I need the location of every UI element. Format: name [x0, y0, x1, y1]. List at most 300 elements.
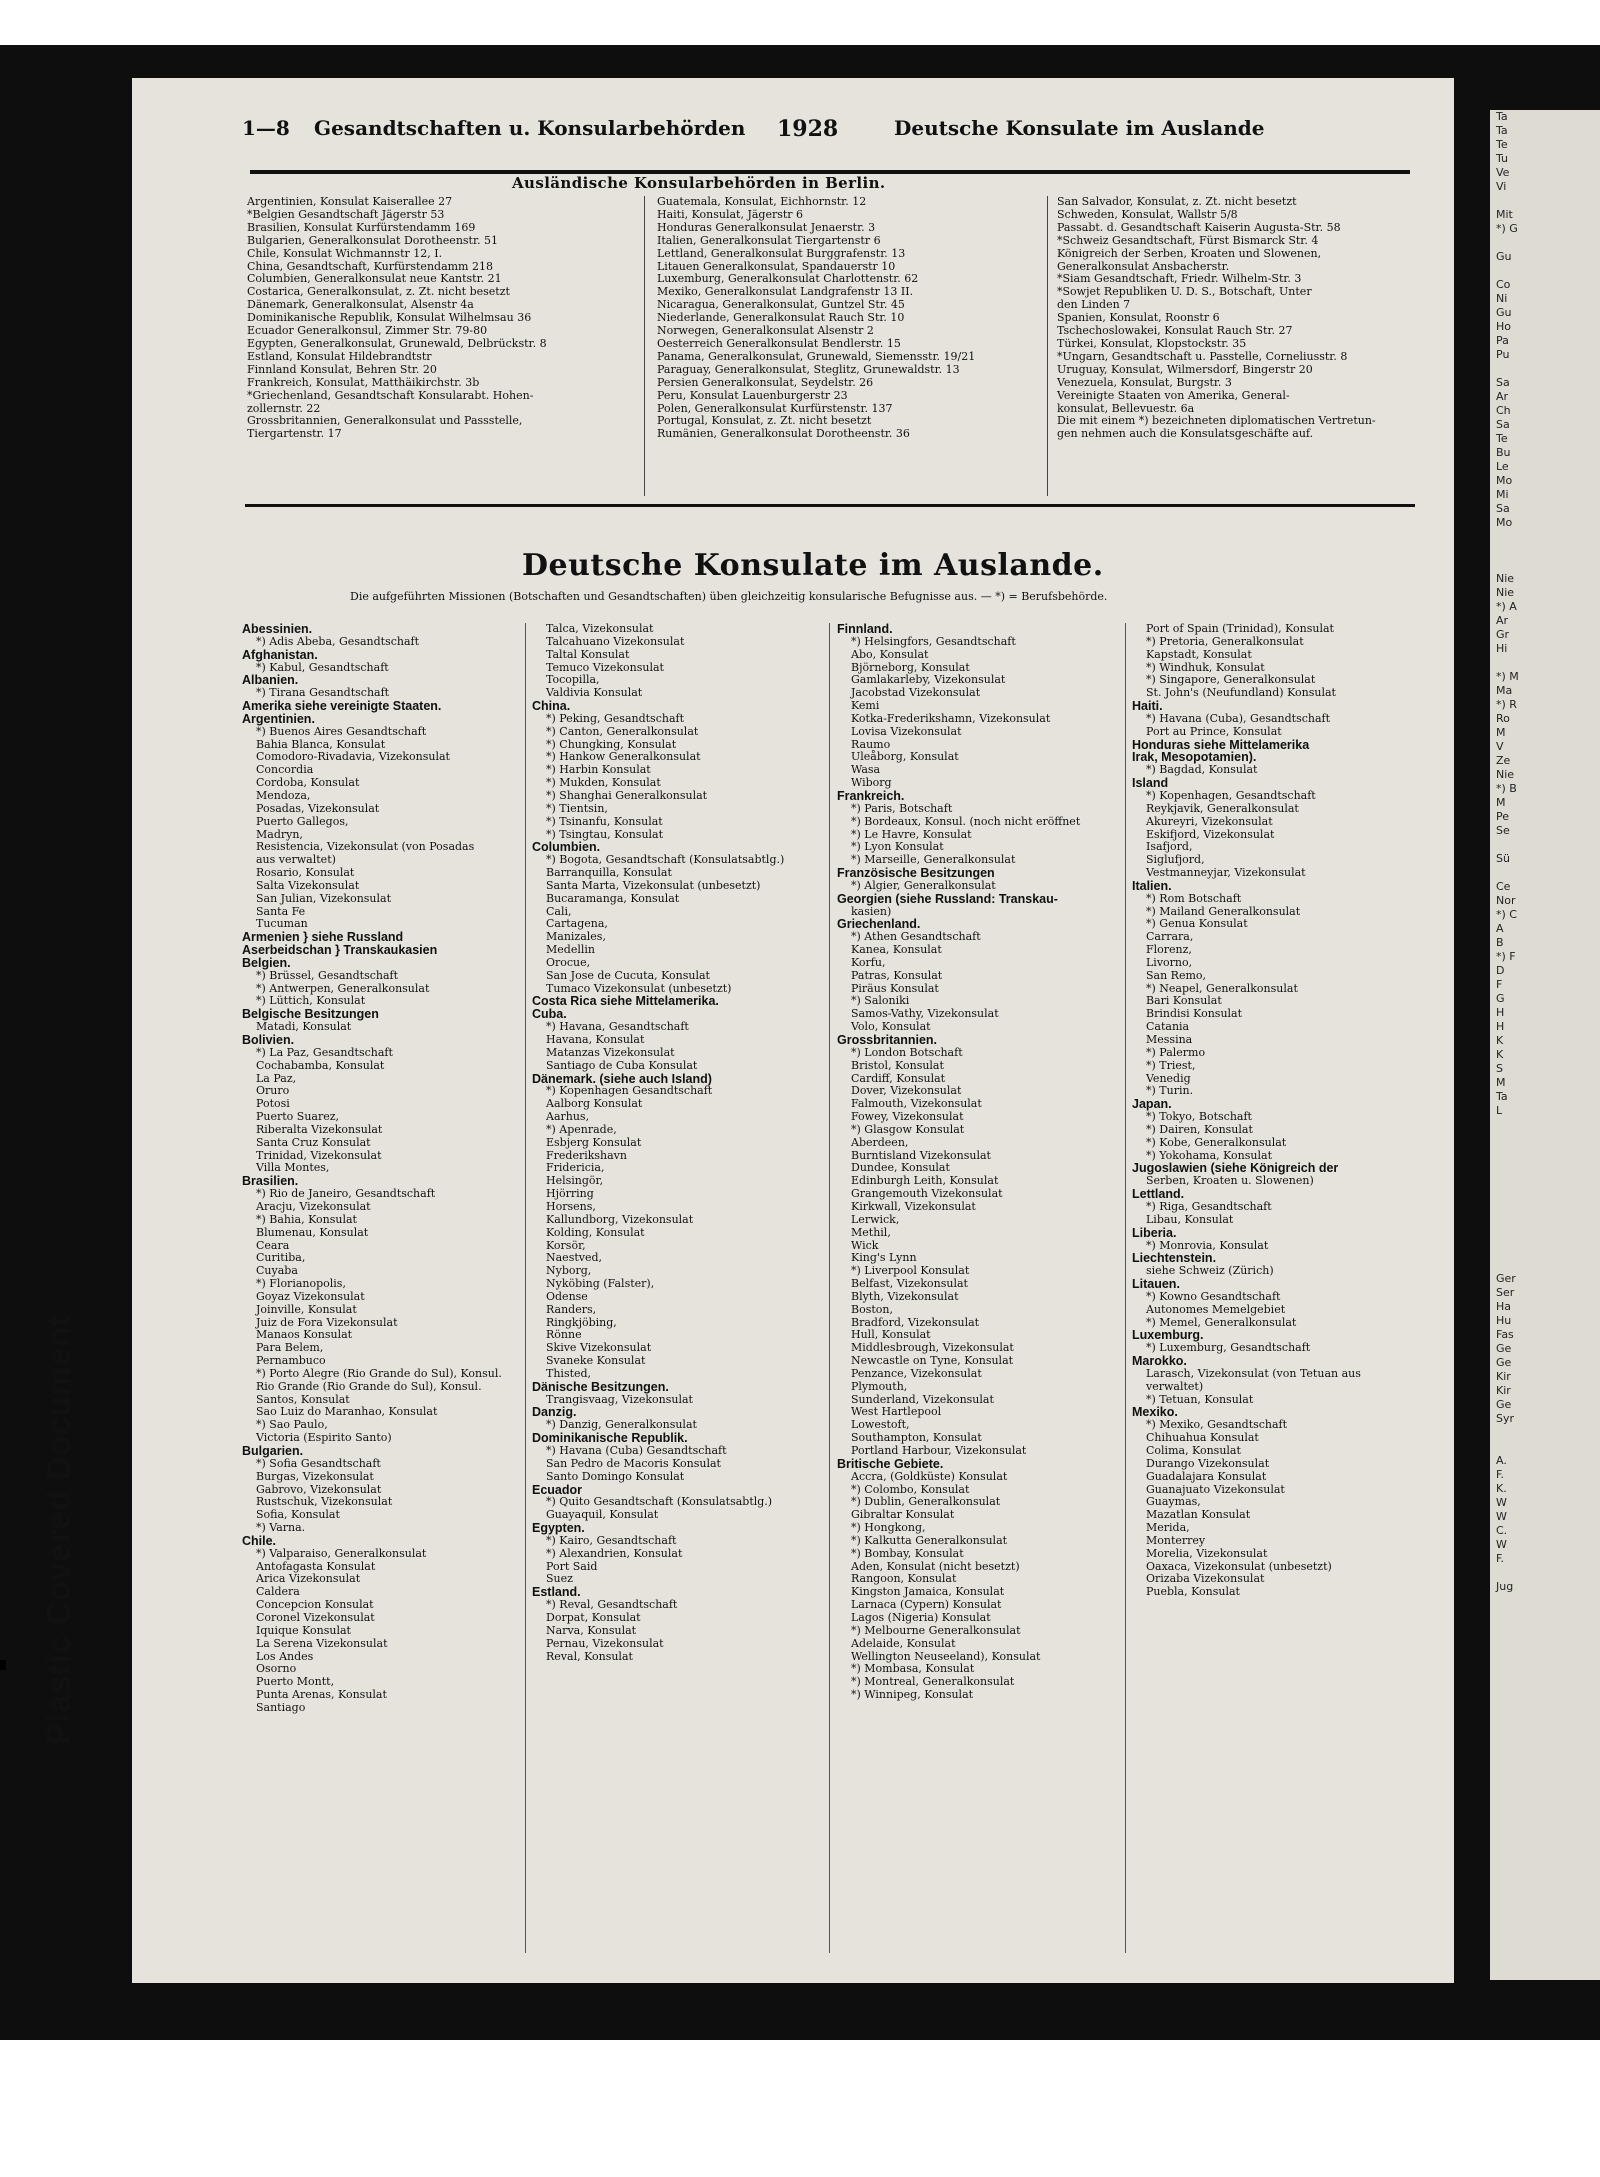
adjacent-page-line: Hu [1496, 1314, 1512, 1327]
consulate-entry: Osorno [256, 1662, 297, 1676]
adjacent-page-line: Ze [1496, 754, 1511, 767]
consulate-entry: Puerto Montt, [256, 1675, 335, 1689]
consulate-entry: Hjörring [546, 1187, 594, 1201]
consulate-entry: *) Sofia Gesandtschaft [256, 1456, 381, 1470]
adjacent-page-line: Ha [1496, 1300, 1512, 1313]
consulate-entry: Punta Arenas, Konsulat [256, 1688, 387, 1702]
consulate-entry: Korfu, [851, 955, 886, 969]
consulate-entry: *) Hankow Generalkonsulat [546, 750, 701, 764]
consulate-entry: *) Neapel, Generalkonsulat [1146, 981, 1298, 995]
consulate-entry: Kotka-Frederikshamn, Vizekonsulat [851, 711, 1051, 725]
berlin-entry: konsulat, Bellevuestr. 6a [1057, 401, 1195, 415]
consulate-entry: Burgas, Vizekonsulat [256, 1469, 374, 1483]
consulate-entry: Reval, Konsulat [546, 1649, 633, 1663]
adjacent-page-line: H [1496, 1020, 1505, 1033]
adjacent-page-line: L [1496, 1104, 1503, 1117]
consulate-entry: Bucaramanga, Konsulat [546, 891, 680, 905]
consulate-entry: *) Le Havre, Konsulat [851, 827, 972, 841]
consulate-entry: Svaneke Konsulat [546, 1354, 646, 1368]
consulate-entry: Posadas, Vizekonsulat [256, 801, 380, 815]
consulate-entry: Samos-Vathy, Vizekonsulat [851, 1007, 999, 1021]
country-heading: Irak, Mesopotamien). [1132, 750, 1257, 765]
consulate-entry: Sunderland, Vizekonsulat [851, 1392, 994, 1406]
consulate-entry: Kolding, Konsulat [546, 1225, 645, 1239]
consulate-entry: Serben, Kroaten u. Slowenen) [1146, 1174, 1314, 1188]
berlin-entry: Tschechoslowakei, Konsulat Rauch Str. 27 [1057, 324, 1293, 338]
column-divider [1125, 623, 1126, 1953]
consulate-entry: Abo, Konsulat [851, 647, 929, 661]
adjacent-page-line: W [1496, 1496, 1507, 1509]
adjacent-page-line: *) G [1496, 222, 1518, 235]
consulate-entry: Port au Prince, Konsulat [1146, 724, 1282, 738]
consulate-entry: *) Tetuan, Konsulat [1146, 1392, 1254, 1406]
consulate-entry: Suez [546, 1572, 573, 1586]
country-heading: Belgien. [242, 955, 291, 970]
country-heading: Dominikanische Republik. [532, 1431, 688, 1446]
consulate-entry: Mendoza, [256, 788, 311, 802]
adjacent-page-line: Mit [1496, 208, 1513, 221]
consulate-entry: Blumenau, Konsulat [256, 1225, 369, 1239]
consulate-entry: Santa Fe [256, 904, 306, 918]
berlin-entry: Tiergartenstr. 17 [247, 427, 342, 441]
consulate-entry: Orocue, [546, 955, 591, 969]
country-heading: Armenien } siehe Russland [242, 930, 404, 945]
consulate-entry: Methil, [851, 1225, 891, 1239]
adjacent-page-line: *) R [1496, 698, 1517, 711]
berlin-entry: Italien, Generalkonsulat Tiergartenstr 6 [657, 233, 881, 247]
berlin-entry: Egypten, Generalkonsulat, Grunewald, Delbrückstr. 8 [247, 336, 547, 350]
adjacent-page-line: Ta [1496, 1090, 1508, 1103]
country-heading: Britische Gebiete. [837, 1456, 944, 1471]
adjacent-page-line: Ge [1496, 1398, 1512, 1411]
berlin-entry: Nicaragua, Generalkonsulat, Guntzel Str. 45 [657, 298, 905, 312]
country-heading: Ecuador [532, 1482, 583, 1497]
consulate-entry: *) Danzig, Generalkonsulat [546, 1418, 697, 1432]
adjacent-page-line: Ch [1496, 404, 1511, 417]
country-heading: Luxemburg. [1132, 1328, 1204, 1343]
consulate-entry: Wiborg [851, 776, 892, 790]
consulate-entry: Orizaba Vizekonsulat [1146, 1572, 1265, 1586]
consulate-entry: *) Sao Paulo, [256, 1418, 328, 1432]
berlin-entry: Argentinien, Konsulat Kaiserallee 27 [247, 195, 453, 208]
consulate-entry: Randers, [546, 1302, 597, 1316]
consulate-entry: Rio Grande (Rio Grande do Sul), Konsul. [256, 1379, 482, 1393]
consulate-entry: Concepcion Konsulat [256, 1598, 374, 1612]
country-heading: Aserbeidschan } Transkaukasien [242, 943, 438, 958]
consulate-entry: Matanzas Vizekonsulat [546, 1045, 675, 1059]
berlin-entry: Ecuador Generalkonsul, Zimmer Str. 79-80 [247, 324, 488, 338]
consulate-entry: Naestved, [546, 1251, 603, 1265]
adjacent-page-line: W [1496, 1538, 1507, 1551]
consulate-entry: *) Brüssel, Gesandtschaft [256, 968, 399, 982]
consulate-entry: *) Havana (Cuba) Gesandtschaft [546, 1444, 727, 1457]
consulate-entry: Manaos Konsulat [256, 1328, 353, 1342]
country-heading: Honduras siehe Mittelamerika [1132, 737, 1310, 752]
consulate-entry: *) Liverpool Konsulat [851, 1264, 970, 1278]
consulate-entry: *) Kowno Gesandtschaft [1146, 1289, 1281, 1303]
consulate-entry: Wellington Neuseeland), Konsulat [851, 1649, 1041, 1663]
consulate-entry: *) Kairo, Gesandtschaft [546, 1533, 677, 1547]
berlin-column-1 [247, 196, 642, 441]
adjacent-page-line: Kir [1496, 1384, 1511, 1397]
country-heading: Danzig. [532, 1405, 577, 1420]
berlin-entry: Lettland, Generalkonsulat Burggrafenstr. 13 [657, 246, 906, 260]
consulate-entry: Puebla, Konsulat [1146, 1585, 1240, 1599]
consulate-entry: *) Rio de Janeiro, Gesandtschaft [256, 1187, 436, 1201]
consulate-entry: Accra, (Goldküste) Konsulat [851, 1469, 1008, 1483]
country-heading: Egypten. [532, 1521, 585, 1536]
adjacent-page-line: G [1496, 992, 1505, 1005]
berlin-entry: Passabt. d. Gesandtschaft Kaiserin Augusta-Str. 58 [1057, 220, 1341, 234]
adjacent-page-line: Sa [1496, 502, 1510, 515]
consulate-entry: *) Singapore, Generalkonsulat [1146, 673, 1316, 687]
berlin-entry: Venezuela, Konsulat, Burgstr. 3 [1057, 375, 1232, 389]
adjacent-page-line: Ar [1496, 614, 1509, 627]
country-heading: Liechtenstein. [1132, 1251, 1217, 1266]
adjacent-page-line: Ge [1496, 1342, 1512, 1355]
consulate-entry: Trinidad, Vizekonsulat [256, 1148, 382, 1162]
adjacent-page-line: Nie [1496, 572, 1515, 585]
adjacent-page-line: Ge [1496, 1356, 1512, 1369]
consulate-entry: *) Windhuk, Konsulat [1146, 660, 1265, 674]
consulate-entry: Barranquilla, Konsulat [546, 866, 672, 880]
consulate-entry: Rosario, Konsulat [256, 866, 355, 880]
adjacent-page-line: K [1496, 1034, 1504, 1047]
adjacent-page-line: Syr [1496, 1412, 1515, 1425]
abroad-column-2 [532, 623, 812, 1663]
side-label: Plastic Covered Document [40, 1314, 77, 1745]
consulate-entry: La Paz, [256, 1071, 297, 1085]
consulate-entry: *) Lüttich, Konsulat [256, 994, 366, 1008]
consulate-entry: *) Helsingfors, Gesandtschaft [851, 634, 1016, 648]
consulate-entry: Vestmanneyjar, Vizekonsulat [1146, 866, 1306, 880]
berlin-entry: Columbien, Generalkonsulat neue Kantstr. 21 [247, 272, 502, 286]
consulate-entry: Fowey, Vizekonsulat [851, 1110, 964, 1124]
consulate-entry: Iquique Konsulat [256, 1623, 351, 1637]
country-heading: Chile. [242, 1533, 277, 1548]
consulate-entry: Larasch, Vizekonsulat (von Tetuan aus [1146, 1366, 1361, 1380]
berlin-entry: Peru, Konsulat Lauenburgerstr 23 [657, 388, 848, 402]
consulate-entry: *) Dublin, Generalkonsulat [851, 1495, 1001, 1509]
consulate-entry: *) Buenos Aires Gesandtschaft [256, 724, 427, 738]
consulate-entry: *) London Botschaft [851, 1045, 963, 1059]
consulate-entry: Rustschuk, Vizekonsulat [256, 1495, 393, 1509]
consulate-entry: Concordia [256, 763, 314, 777]
consulate-entry: *) Turin. [1146, 1084, 1194, 1098]
consulate-entry: *) Rom Botschaft [1146, 891, 1242, 905]
consulate-entry: *) Canton, Generalkonsulat [546, 724, 699, 738]
berlin-entry: Königreich der Serben, Kroaten und Slowenen, [1057, 246, 1322, 260]
adjacent-page-line [1490, 1244, 1600, 1258]
berlin-column-3 [1057, 196, 1447, 441]
consulate-entry: *) Montreal, Generalkonsulat [851, 1675, 1015, 1689]
adjacent-page-line: A. [1496, 1454, 1507, 1467]
adjacent-page-line: Sa [1496, 376, 1510, 389]
consulate-entry: Frederikshavn [546, 1148, 627, 1162]
consulate-entry: Raumo [851, 737, 891, 751]
consulate-entry: Livorno, [1146, 955, 1193, 969]
consulate-entry: Santo Domingo Konsulat [546, 1469, 685, 1483]
adjacent-page-line: Tu [1496, 152, 1509, 165]
adjacent-page-line [1490, 558, 1600, 572]
consulate-entry: *) Memel, Generalkonsulat [1146, 1315, 1297, 1329]
page-number: 1—8 [242, 116, 290, 140]
consulate-entry: *) Apenrade, [546, 1122, 617, 1136]
consulate-entry: *) La Paz, Gesandtschaft [256, 1045, 393, 1059]
adjacent-page-line: Ta [1496, 124, 1508, 137]
adjacent-page-line [1490, 1258, 1600, 1272]
consulate-entry: Medellin [546, 943, 595, 957]
consulate-entry: Guayaquil, Konsulat [546, 1508, 659, 1522]
adjacent-page-line: Nie [1496, 768, 1515, 781]
scan-corner-bottom [1375, 1985, 1600, 2040]
consulate-entry: *) Paris, Botschaft [851, 801, 953, 815]
adjacent-page-line: Sa [1496, 418, 1510, 431]
adjacent-page-line: Ma [1496, 684, 1513, 697]
consulate-entry: Santos, Konsulat [256, 1392, 350, 1406]
consulate-entry: Aberdeen, [851, 1135, 909, 1149]
consulate-entry: *) Mombasa, Konsulat [851, 1662, 975, 1676]
consulate-entry: San Jose de Cucuta, Konsulat [546, 968, 710, 982]
consulate-entry: Coronel Vizekonsulat [256, 1610, 375, 1624]
country-heading: Belgische Besitzungen [242, 1007, 379, 1022]
consulate-entry: Manizales, [546, 930, 606, 944]
consulate-entry: *) Algier, Generalkonsulat [851, 878, 996, 892]
adjacent-page-line [1490, 362, 1600, 376]
adjacent-page-line: Jug [1496, 1580, 1514, 1593]
berlin-entry: *Siam Gesandtschaft, Friedr. Wilhelm-Str. 3 [1057, 272, 1302, 286]
consulate-entry: Lowestoft, [851, 1418, 910, 1432]
consulate-entry: Eskifjord, Vizekonsulat [1146, 827, 1275, 841]
consulate-entry: *) Bahia, Konsulat [256, 1212, 357, 1226]
adjacent-page-line: Hi [1496, 642, 1508, 655]
adjacent-page-line: Ho [1496, 320, 1512, 333]
berlin-entry: Polen, Generalkonsulat Kurfürstenstr. 137 [657, 401, 893, 415]
adjacent-page-line: Nie [1496, 586, 1515, 599]
margin-mark [0, 1660, 6, 1670]
section-note: Die aufgeführten Missionen (Botschaften und Gesandtschaften) üben gleichzeitig konsularische Befugnisse aus. — *) = Berufsbehörde. [350, 590, 1108, 603]
consulate-entry: Penzance, Vizekonsulat [851, 1366, 982, 1380]
consulate-entry: *) Mexiko, Gesandtschaft [1146, 1418, 1288, 1432]
consulate-entry: *) Adis Abeba, Gesandtschaft [256, 634, 420, 648]
country-heading: China. [532, 699, 571, 714]
consulate-entry: Newcastle on Tyne, Konsulat [851, 1354, 1014, 1368]
berlin-entry: Persien Generalkonsulat, Seydelstr. 26 [657, 375, 874, 389]
consulate-entry: Belfast, Vizekonsulat [851, 1277, 968, 1291]
consulate-entry: *) Tsingtau, Konsulat [546, 827, 664, 841]
adjacent-page-line: Fas [1496, 1328, 1514, 1341]
berlin-entry: Frankreich, Konsulat, Matthäikirchstr. 3b [247, 375, 480, 389]
berlin-entry: San Salvador, Konsulat, z. Zt. nicht besetzt [1057, 195, 1297, 208]
consulate-entry: *) Bordeaux, Konsul. (noch nicht eröffnet [851, 814, 1081, 828]
header-year: 1928 [777, 116, 839, 142]
consulate-entry: *) Melbourne Generalkonsulat [851, 1623, 1021, 1637]
consulate-entry: Falmouth, Vizekonsulat [851, 1097, 982, 1111]
consulate-entry: Kingston Jamaica, Konsulat [851, 1585, 1005, 1599]
adjacent-page-line: D [1496, 964, 1505, 977]
consulate-entry: St. John's (Neufundland) Konsulat [1146, 686, 1336, 700]
consulate-entry: Oruro [256, 1084, 290, 1098]
consulate-entry: Carrara, [1146, 930, 1194, 944]
consulate-entry: Tumaco Vizekonsulat (unbesetzt) [546, 981, 732, 995]
adjacent-page-edge [1490, 110, 1600, 1980]
adjacent-page-line [1490, 1160, 1600, 1174]
adjacent-page-line [1490, 1146, 1600, 1160]
berlin-entry: Portugal, Konsulat, z. Zt. nicht besetzt [657, 414, 872, 428]
consulate-entry: Esbjerg Konsulat [546, 1135, 642, 1149]
consulate-entry: Port Said [546, 1559, 598, 1573]
adjacent-page-line [1490, 1440, 1600, 1454]
consulate-entry: Horsens, [546, 1199, 596, 1213]
consulate-entry: Talca, Vizekonsulat [546, 622, 654, 635]
consulate-entry: Aden, Konsulat (nicht besetzt) [851, 1559, 1020, 1573]
page-header [242, 116, 1392, 146]
consulate-entry: Resistencia, Vizekonsulat (von Posadas [256, 840, 475, 854]
berlin-entry: Bulgarien, Generalkonsulat Dorotheenstr. 51 [247, 233, 499, 247]
consulate-entry: Matadi, Konsulat [256, 1020, 352, 1034]
consulate-entry: Temuco Vizekonsulat [546, 660, 664, 674]
country-heading: Grossbritannien. [837, 1033, 938, 1047]
consulate-entry: Narva, Konsulat [546, 1623, 637, 1637]
consulate-entry: Kirkwall, Vizekonsulat [851, 1199, 976, 1213]
berlin-entry: Guatemala, Konsulat, Eichhornstr. 12 [657, 195, 867, 208]
consulate-entry: *) Mukden, Konsulat [546, 776, 661, 790]
adjacent-page-line: Gu [1496, 250, 1512, 263]
consulate-entry: *) Athen Gesandtschaft [851, 930, 981, 944]
consulate-entry: *) Lyon Konsulat [851, 840, 944, 854]
country-heading: Griechenland. [837, 917, 921, 932]
consulate-entry: Aarhus, [546, 1110, 590, 1124]
country-heading: Afghanistan. [242, 647, 318, 662]
berlin-entry: Oesterreich Generalkonsulat Bendlerstr. 15 [657, 336, 901, 350]
consulate-entry: Kapstadt, Konsulat [1146, 647, 1252, 661]
consulate-entry: *) Mailand Generalkonsulat [1146, 904, 1301, 918]
country-heading: Japan. [1132, 1097, 1172, 1112]
berlin-entry: Grossbritannien, Generalkonsulat und Passstelle, [247, 414, 523, 428]
consulate-entry: Kemi [851, 699, 880, 713]
adjacent-page-line [1490, 866, 1600, 880]
country-heading: Cuba. [532, 1007, 567, 1022]
section-rule [245, 504, 1415, 507]
consulate-entry: Venedig [1146, 1071, 1191, 1085]
adjacent-page-line [1490, 656, 1600, 670]
country-heading: Finnland. [837, 622, 893, 636]
country-heading: Frankreich. [837, 788, 905, 803]
consulate-entry: Akureyri, Vizekonsulat [1146, 814, 1273, 828]
consulate-entry: Korsör, [546, 1238, 586, 1252]
consulate-entry: Burntisland Vizekonsulat [851, 1148, 991, 1162]
berlin-entry: Chile, Konsulat Wichmannstr 12, I. [247, 246, 443, 260]
consulate-entry: Guadalajara Konsulat [1146, 1469, 1267, 1483]
header-left-title: Gesandtschaften u. Konsularbehörden [314, 116, 746, 140]
consulate-entry: Cordoba, Konsulat [256, 776, 360, 790]
adjacent-page-line: W [1496, 1510, 1507, 1523]
consulate-entry: Sao Luiz do Maranhao, Konsulat [256, 1405, 438, 1419]
consulate-entry: *) Havana (Cuba), Gesandtschaft [1146, 711, 1331, 725]
consulate-entry: *) Tirana Gesandtschaft [256, 686, 390, 700]
consulate-entry: Durango Vizekonsulat [1146, 1456, 1270, 1470]
adjacent-page-line: Se [1496, 824, 1510, 837]
column-divider [1047, 196, 1048, 496]
country-heading: Estland. [532, 1585, 581, 1600]
berlin-entry: Norwegen, Generalkonsulat Alsenstr 2 [657, 324, 874, 338]
consulate-entry: *) Colombo, Konsulat [851, 1482, 970, 1496]
consulate-entry: *) Luxemburg, Gesandtschaft [1146, 1341, 1311, 1355]
berlin-entry: Paraguay, Generalkonsulat, Steglitz, Grunewaldstr. 13 [657, 362, 960, 376]
consulate-entry: Fridericia, [546, 1161, 605, 1175]
consulate-entry: Portland Harbour, Vizekonsulat [851, 1444, 1027, 1457]
berlin-entry: *Belgien Gesandtschaft Jägerstr 53 [247, 207, 445, 221]
adjacent-page-line [1490, 194, 1600, 208]
consulate-entry: Gabrovo, Vizekonsulat [256, 1482, 382, 1496]
adjacent-page-line [1490, 1566, 1600, 1580]
consulate-entry: Kanea, Konsulat [851, 943, 942, 957]
adjacent-page-line [1490, 1132, 1600, 1146]
section-title-berlin: Ausländische Konsularbehörden in Berlin. [512, 174, 886, 192]
consulate-entry: West Hartlepool [851, 1405, 942, 1419]
consulate-entry: Florenz, [1146, 943, 1192, 957]
consulate-entry: Southampton, Konsulat [851, 1431, 982, 1445]
consulate-entry: *) Marseille, Generalkonsulat [851, 853, 1016, 867]
consulate-entry: Caldera [256, 1585, 300, 1599]
consulate-entry: Ceara [256, 1238, 290, 1252]
berlin-entry: Uruguay, Konsulat, Wilmersdorf, Bingerstr 20 [1057, 362, 1313, 376]
adjacent-page-line: F [1496, 978, 1503, 991]
consulate-entry: Havana, Konsulat [546, 1033, 645, 1046]
section-title-abroad: Deutsche Konsulate im Auslande. [522, 548, 1104, 583]
berlin-entry: den Linden 7 [1057, 298, 1131, 312]
berlin-entry: *Sowjet Republiken U. D. S., Botschaft, Unter [1057, 285, 1312, 299]
consulate-entry: Bahia Blanca, Konsulat [256, 737, 386, 751]
consulate-entry: Larnaca (Cypern) Konsulat [851, 1598, 1002, 1612]
consulate-entry: King's Lynn [851, 1251, 917, 1265]
adjacent-page-line: S [1496, 1062, 1503, 1075]
berlin-entry: *Griechenland, Gesandtschaft Konsularabt. Hohen- [247, 388, 534, 402]
berlin-entry: Spanien, Konsulat, Roonstr 6 [1057, 311, 1220, 325]
consulate-entry: Victoria (Espirito Santo) [256, 1431, 392, 1445]
consulate-entry: *) Kabul, Gesandtschaft [256, 660, 389, 674]
column-divider [829, 623, 830, 1953]
adjacent-page-line: *) F [1496, 950, 1516, 963]
berlin-entry: Estland, Konsulat Hildebrandtstr [247, 349, 432, 363]
consulate-entry: Rönne [546, 1328, 582, 1342]
consulate-entry: Dundee, Konsulat [851, 1161, 950, 1175]
consulate-entry: Goyaz Vizekonsulat [256, 1289, 365, 1303]
consulate-entry: *) Chungking, Konsulat [546, 737, 677, 751]
consulate-entry: Aalborg Konsulat [546, 1097, 643, 1111]
adjacent-page-line: Sü [1496, 852, 1510, 865]
consulate-entry: Lovisa Vizekonsulat [851, 724, 962, 738]
consulate-entry: *) Shanghai Generalkonsulat [546, 788, 708, 802]
adjacent-page-line: K. [1496, 1482, 1507, 1495]
consulate-entry: San Remo, [1146, 968, 1207, 982]
adjacent-page-line: Te [1496, 138, 1508, 151]
consulate-entry: Lerwick, [851, 1212, 900, 1226]
consulate-entry: Hull, Konsulat [851, 1328, 931, 1342]
consulate-entry: Helsingör, [546, 1174, 604, 1188]
consulate-entry: Libau, Konsulat [1146, 1212, 1234, 1226]
consulate-entry: *) Palermo [1146, 1045, 1206, 1059]
consulate-entry: Pernambuco [256, 1354, 326, 1368]
consulate-entry: Bari Konsulat [1146, 994, 1222, 1008]
consulate-entry: Santa Cruz Konsulat [256, 1135, 371, 1149]
adjacent-page-line [1490, 1202, 1600, 1216]
country-heading: Litauen. [1132, 1277, 1180, 1292]
consulate-entry: *) Bagdad, Konsulat [1146, 763, 1258, 777]
consulate-entry: Juiz de Fora Vizekonsulat [256, 1315, 398, 1329]
consulate-entry: *) Varna. [256, 1521, 306, 1535]
column-divider [644, 196, 645, 496]
